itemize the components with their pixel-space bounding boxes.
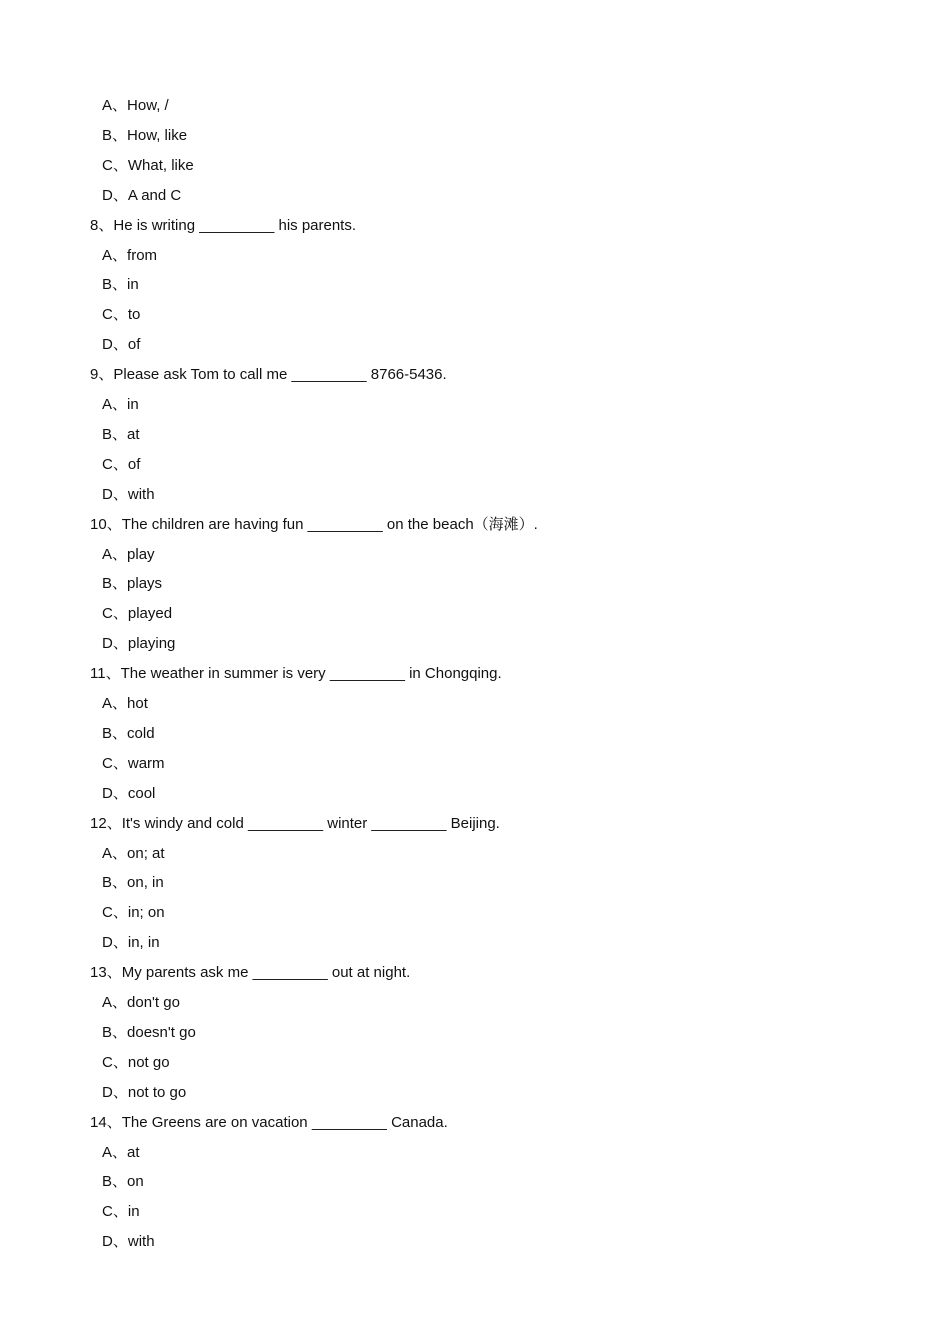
separator: 、 — [98, 366, 114, 384]
option-text: at — [127, 425, 140, 443]
question-text-before: It's windy and cold — [121, 814, 248, 832]
question-9 — [90, 365, 447, 385]
option-letter: C — [102, 306, 113, 324]
option-c — [102, 1202, 140, 1222]
separator: 、 — [112, 485, 128, 503]
question-text-before: He is writing — [113, 216, 200, 234]
separator: 、 — [105, 665, 121, 683]
option-text: on — [127, 1173, 144, 1191]
option-text: in — [127, 276, 139, 294]
option-text: not go — [127, 1053, 170, 1071]
option-text: on; at — [127, 844, 165, 862]
option-letter: D — [102, 934, 113, 952]
separator: 、 — [112, 635, 128, 653]
question-text-after: his parents. — [274, 216, 357, 234]
option-d — [102, 1083, 186, 1103]
answer-blank: _________ — [311, 1113, 387, 1131]
separator: 、 — [112, 126, 128, 144]
separator: 、 — [112, 605, 128, 623]
option-letter: A — [102, 396, 113, 413]
option-letter: B — [102, 874, 113, 892]
option-letter: C — [102, 904, 113, 922]
option-text: playing — [127, 635, 176, 653]
option-text: What, like — [127, 156, 194, 174]
option-text: plays — [127, 575, 163, 593]
separator: 、 — [112, 874, 128, 892]
separator: 、 — [112, 695, 128, 712]
option-text: from — [127, 246, 158, 264]
question-text-after: in Chongqing. — [404, 665, 502, 683]
option-letter: D — [102, 186, 113, 204]
question-text-before: The children are having fun — [121, 515, 308, 533]
separator: 、 — [106, 964, 122, 982]
separator: 、 — [112, 1053, 128, 1071]
option-text: to — [127, 306, 141, 324]
answer-blank: _________ — [329, 665, 405, 683]
separator: 、 — [106, 814, 122, 832]
separator: 、 — [112, 934, 128, 952]
separator: 、 — [112, 336, 128, 354]
question-text-after: 8766-5436. — [366, 366, 447, 384]
option-letter: B — [102, 126, 113, 144]
option-letter: D — [102, 1233, 113, 1251]
option-text: How, like — [127, 126, 188, 144]
question-number: 13 — [90, 964, 107, 982]
option-text: cold — [127, 724, 155, 742]
option-a — [102, 694, 148, 714]
question-12 — [90, 814, 500, 834]
option-c — [102, 903, 165, 923]
separator: 、 — [112, 306, 128, 324]
option-d — [102, 1232, 155, 1252]
question-text-before: The weather in summer is very — [120, 665, 330, 683]
separator: 、 — [112, 844, 128, 862]
option-text: on, in — [127, 874, 164, 892]
option-a — [102, 246, 157, 266]
option-letter: B — [102, 1173, 113, 1191]
answer-blank: _________ — [291, 366, 367, 384]
separator: 、 — [112, 1203, 128, 1221]
option-a — [102, 993, 180, 1013]
question-number: 8 — [90, 216, 99, 234]
question-14 — [90, 1113, 448, 1133]
option-c — [102, 1053, 170, 1073]
answer-blank: _________ — [199, 216, 275, 234]
question-text-after: winter _________ Beijing. — [323, 814, 500, 832]
option-c — [102, 305, 140, 325]
option-letter: C — [102, 1203, 113, 1221]
option-text: in — [127, 1203, 140, 1221]
option-letter: D — [102, 485, 113, 503]
option-letter: D — [102, 1083, 113, 1101]
separator: 、 — [112, 1023, 128, 1041]
option-d — [102, 485, 155, 505]
option-b — [102, 873, 164, 893]
separator: 、 — [112, 754, 128, 772]
option-text: with — [127, 1233, 155, 1251]
option-letter: C — [102, 156, 113, 174]
option-letter: C — [102, 754, 113, 772]
separator: 、 — [112, 1233, 128, 1251]
option-letter: A — [102, 97, 113, 114]
option-text: not to go — [127, 1083, 187, 1101]
option-text: in; on — [127, 904, 165, 922]
question-text-after: out at night. — [327, 964, 411, 982]
option-b — [102, 425, 140, 445]
question-11 — [90, 664, 502, 684]
question-text-after: on the beach（海滩）. — [382, 515, 538, 533]
question-text-after: Canada. — [386, 1113, 448, 1131]
answer-blank: _________ — [252, 964, 328, 982]
option-letter: C — [102, 1053, 113, 1071]
question-text-before: My parents ask me — [121, 964, 253, 982]
answer-blank: _________ — [247, 814, 324, 832]
separator: 、 — [112, 396, 128, 413]
separator: 、 — [112, 904, 128, 922]
option-text: don't go — [127, 994, 180, 1011]
option-letter: D — [102, 336, 113, 354]
option-letter: D — [102, 635, 113, 653]
option-a — [102, 395, 139, 415]
option-text: at — [127, 1143, 140, 1161]
option-text: warm — [127, 754, 165, 772]
question-number: 12 — [90, 814, 107, 832]
option-d — [102, 634, 175, 654]
option-a — [102, 545, 155, 565]
question-number: 11 — [90, 665, 106, 683]
option-c — [102, 604, 172, 624]
separator: 、 — [106, 515, 122, 533]
option-d — [102, 933, 160, 953]
option-b — [102, 126, 187, 146]
separator: 、 — [112, 724, 128, 742]
option-d — [102, 335, 140, 355]
separator: 、 — [112, 994, 128, 1011]
option-text: A and C — [127, 186, 182, 204]
option-b — [102, 1172, 144, 1192]
option-letter: B — [102, 575, 113, 593]
option-text: cool — [127, 784, 156, 802]
option-text: How, / — [127, 97, 169, 114]
option-letter: A — [102, 1143, 113, 1161]
option-b — [102, 724, 155, 744]
option-letter: C — [102, 605, 113, 623]
separator: 、 — [112, 455, 128, 473]
option-text: of — [127, 336, 141, 354]
option-text: in — [127, 396, 139, 413]
option-text: played — [127, 605, 173, 623]
option-text: of — [127, 455, 141, 473]
separator: 、 — [112, 97, 128, 114]
separator: 、 — [112, 425, 128, 443]
option-text: hot — [127, 695, 148, 712]
option-a — [102, 844, 165, 864]
option-a — [102, 96, 169, 116]
option-a — [102, 1143, 140, 1163]
separator: 、 — [112, 156, 128, 174]
option-letter: B — [102, 276, 113, 294]
separator: 、 — [112, 186, 128, 204]
option-d — [102, 784, 155, 804]
option-letter: B — [102, 425, 113, 443]
question-10 — [90, 515, 538, 535]
option-letter: B — [102, 1023, 113, 1041]
option-b — [102, 1023, 196, 1043]
option-letter: A — [102, 246, 113, 264]
separator: 、 — [112, 276, 128, 294]
option-b — [102, 574, 162, 594]
separator: 、 — [106, 1113, 122, 1131]
question-number: 14 — [90, 1113, 107, 1131]
option-text: in, in — [127, 934, 160, 952]
option-b — [102, 275, 139, 295]
option-c — [102, 455, 140, 475]
option-letter: A — [102, 844, 113, 862]
option-text: with — [127, 485, 155, 503]
question-number: 10 — [90, 515, 107, 533]
question-13 — [90, 963, 410, 983]
option-letter: A — [102, 695, 113, 712]
option-text: play — [127, 545, 155, 563]
question-8 — [90, 216, 356, 236]
separator: 、 — [112, 784, 128, 802]
question-text-before: The Greens are on vacation — [121, 1113, 312, 1131]
separator: 、 — [112, 575, 128, 593]
option-c — [102, 156, 194, 176]
separator: 、 — [112, 246, 128, 264]
question-number: 9 — [90, 366, 99, 384]
separator: 、 — [112, 545, 128, 563]
answer-blank: _________ — [307, 515, 383, 533]
option-letter: C — [102, 455, 113, 473]
option-letter: D — [102, 784, 113, 802]
separator: 、 — [98, 216, 114, 234]
separator: 、 — [112, 1143, 128, 1161]
option-c — [102, 754, 165, 774]
separator: 、 — [112, 1083, 128, 1101]
option-letter: A — [102, 994, 113, 1011]
question-text-before: Please ask Tom to call me — [113, 366, 292, 384]
option-letter: B — [102, 724, 113, 742]
option-d — [102, 186, 181, 206]
option-text: doesn't go — [127, 1023, 196, 1041]
separator: 、 — [112, 1173, 128, 1191]
option-letter: A — [102, 545, 113, 563]
